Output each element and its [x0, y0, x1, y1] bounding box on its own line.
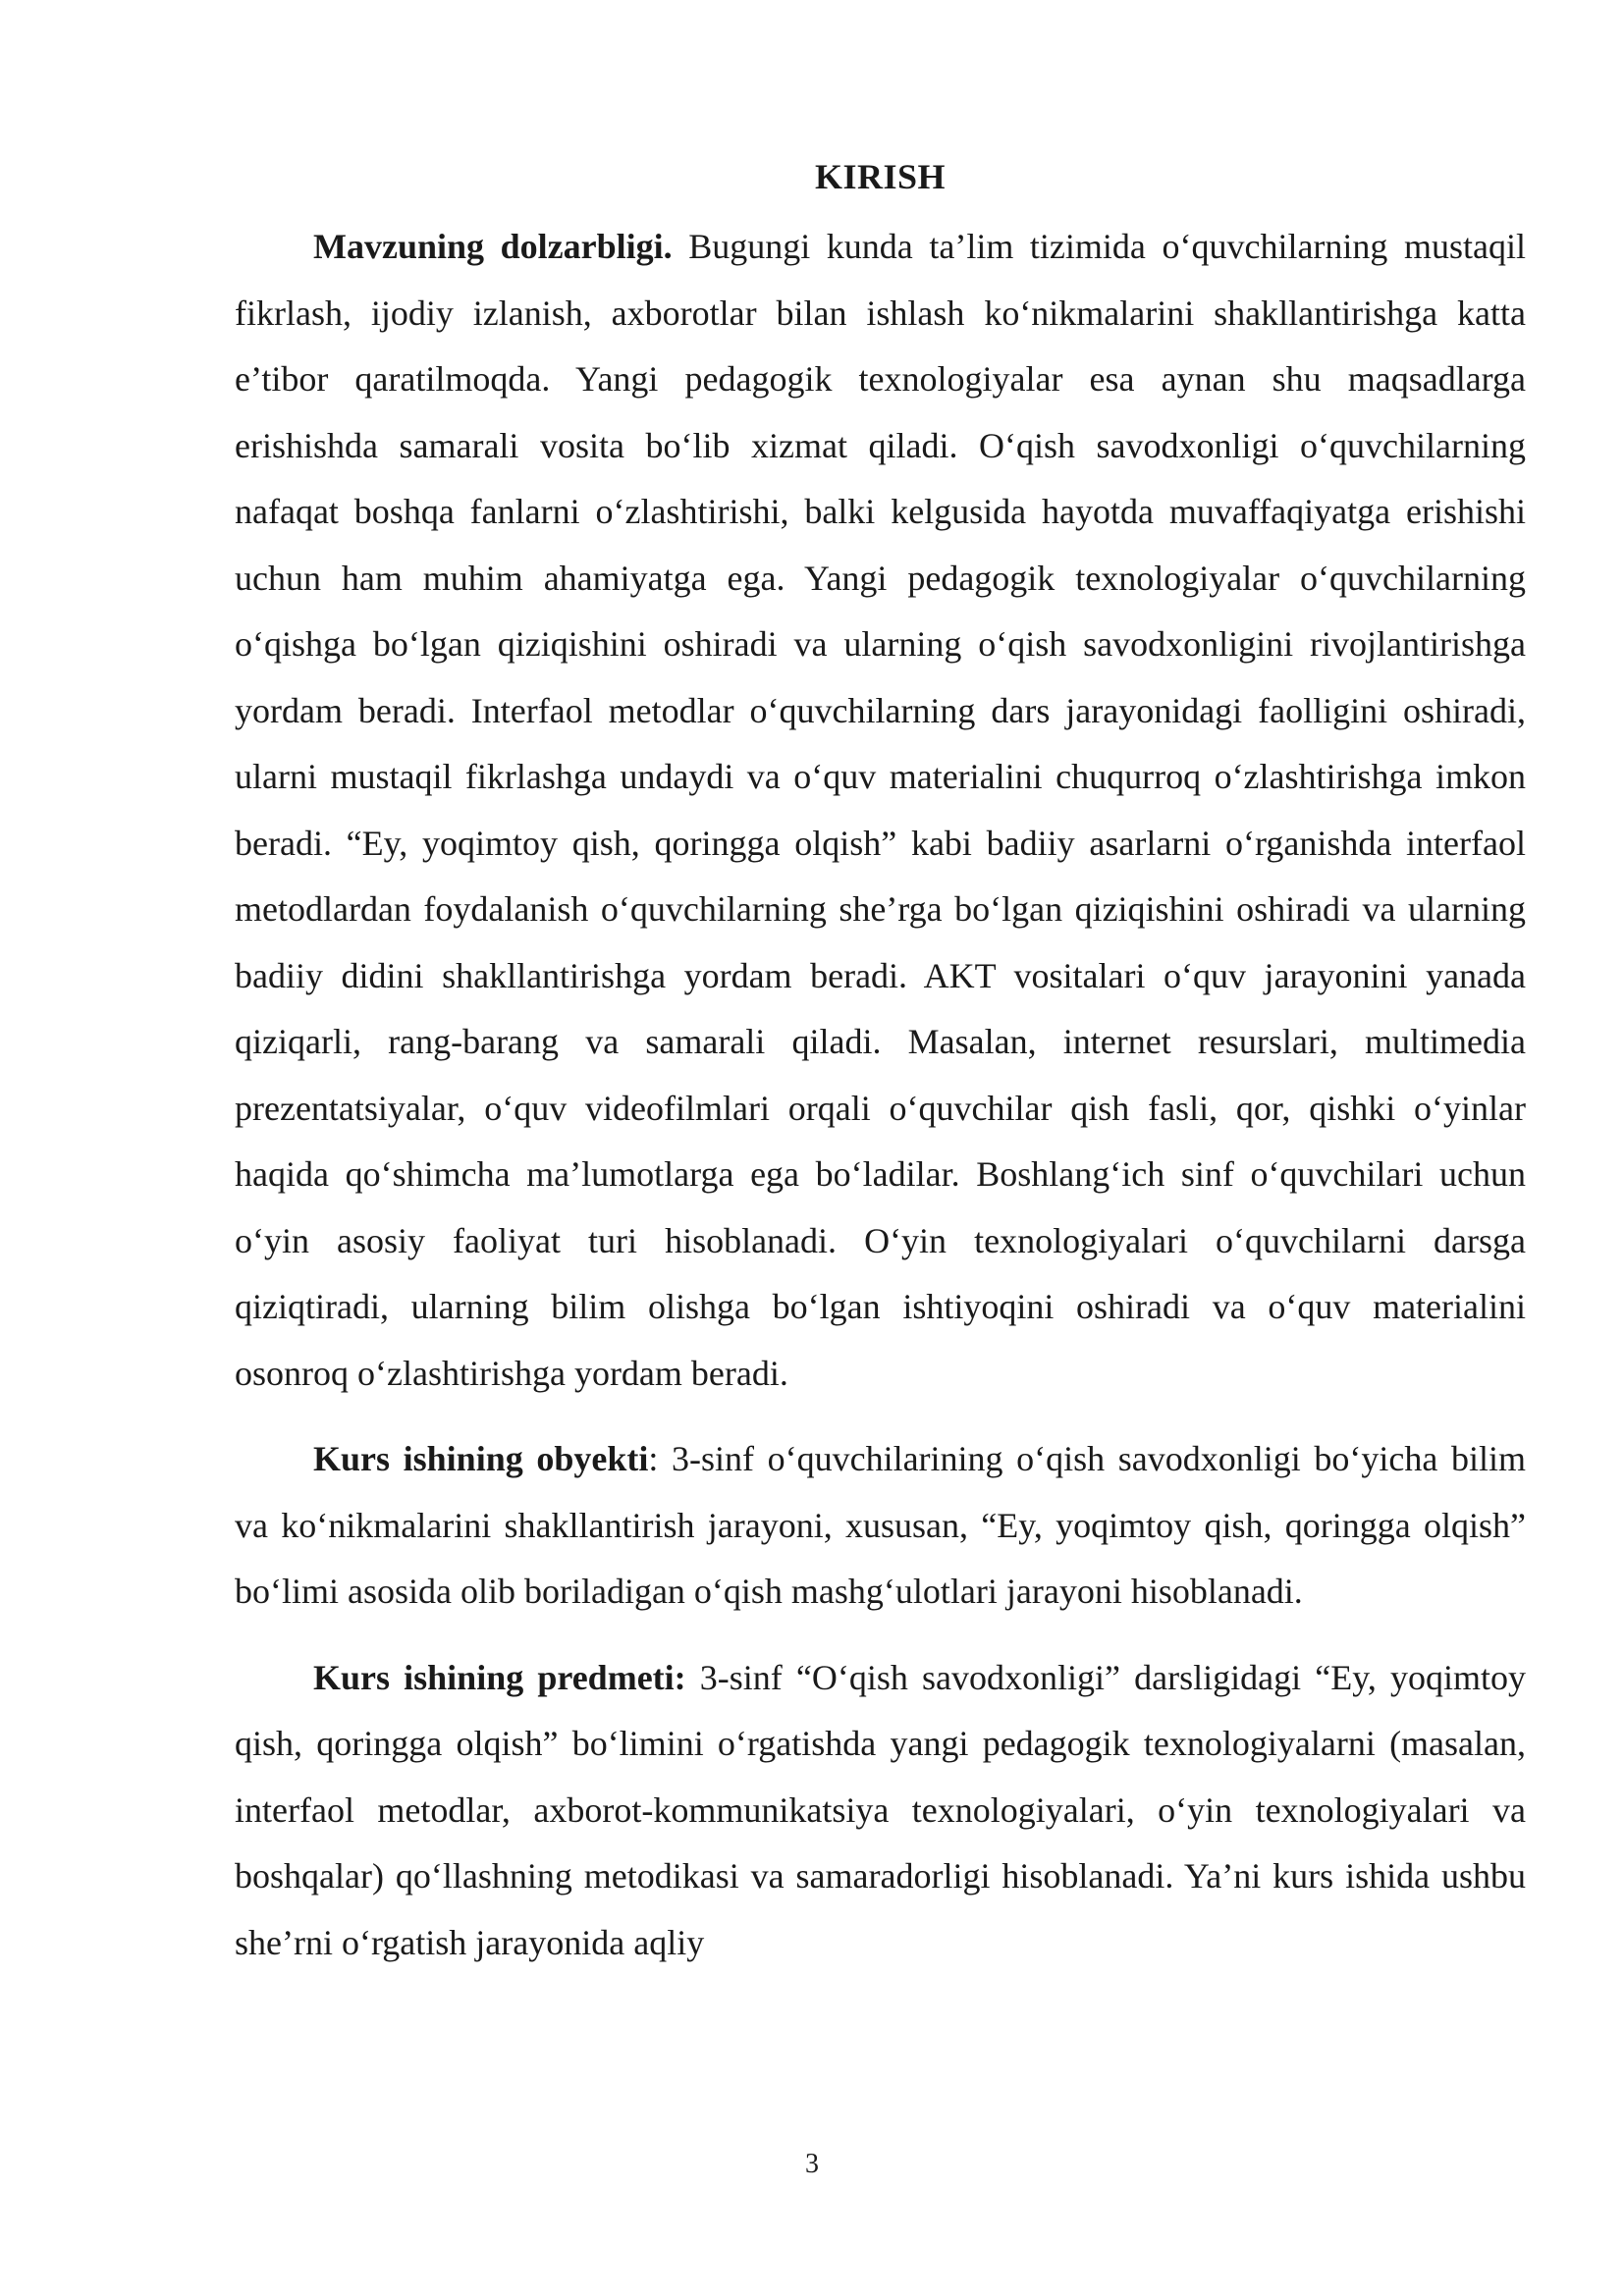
paragraph-relevance	[235, 214, 1526, 1407]
section-heading: KIRISH	[814, 157, 947, 196]
paragraph-lead: Mavzuning dolzarbligi.	[313, 227, 673, 266]
document-page	[235, 147, 1526, 1976]
paragraph-lead: Kurs ishining predmeti:	[313, 1657, 686, 1697]
page-number: 3	[805, 2149, 819, 2179]
paragraph-body: : 3-sinf o‘quvchilarining o‘qish savodxonligi bo‘yicha bilim va ko‘nikmalarini shakllantirish jarayoni, xususan, “Ey, yoqimtoy qish, qoringga olqish” bo‘limi asosida olib boriladigan o‘qish mashg‘ulotlari jarayoni hisoblanadi.	[235, 1439, 1526, 1611]
paragraph-body: 3-sinf “O‘qish savodxonligi” darsligidagi “Ey, yoqimtoy qish, qoringga olqish” bo‘limini o‘rgatishda yangi pedagogik texnologiyalarni (masalan, interfaol metodlar, axborot-kommunikatsiya texnologiyalari, o‘yin texnologiyalari va boshqalar) qo‘llashning metodikasi va samaradorligi hisoblanadi. Ya’ni kurs ishida ushbu she’rni o‘rgatish jarayonida aqliy	[235, 1657, 1526, 1962]
paragraph-subject	[235, 1645, 1526, 1977]
paragraph-lead: Kurs ishining obyekti	[313, 1439, 649, 1478]
paragraph-body: Bugungi kunda ta’lim tizimida o‘quvchilarning mustaqil fikrlash, ijodiy izlanish, axborotlar bilan ishlash ko‘nikmalarini shakllantirishga katta e’tibor qaratilmoqda. Yangi pedagogik texnologiyalar esa aynan shu maqsadlarga erishishda samarali vosita bo‘lib xizmat qiladi. O‘qish savodxonligi o‘quvchilarning nafaqat boshqa fanlarni o‘zlashtirishi, balki kelgusida hayotda muvaffaqiyatga erishishi uchun ham muhim ahamiyatga ega. Yangi pedagogik texnologiyalar o‘quvchilarning o‘qishga bo‘lgan qiziqishini oshiradi va ularning o‘qish savodxonligini rivojlantirishga yordam beradi. Interfaol metodlar o‘quvchilarning dars jarayonidagi faolligini oshiradi, ularni mustaqil fikrlashga undaydi va o‘quv materialini chuqurroq o‘zlashtirishga imkon beradi. “Ey, yoqimtoy qish, qoringga olqish” kabi badiiy asarlarni o‘rganishda interfaol metodlardan foydalanish o‘quvchilarning she’rga bo‘lgan qiziqishini oshiradi va ularning badiiy didini shakllantirishga yordam beradi. AKT vositalari o‘quv jarayonini yanada qiziqarli, rang-barang va samarali qiladi. Masalan, internet resurslari, multimedia prezentatsiyalar, o‘quv videofilmlari orqali o‘quvchilar qish fasli, qor, qishki o‘yinlar haqida qo‘shimcha ma’lumotlarga ega bo‘ladilar. Boshlang‘ich sinf o‘quvchilari uchun o‘yin asosiy faoliyat turi hisoblanadi. O‘yin texnologiyalari o‘quvchilarni darsga qiziqtiradi, ularning bilim olishga bo‘lgan ishtiyoqini oshiradi va o‘quv materialini osonroq o‘zlashtirishga yordam beradi.	[235, 227, 1527, 1393]
paragraph-object	[235, 1426, 1526, 1626]
